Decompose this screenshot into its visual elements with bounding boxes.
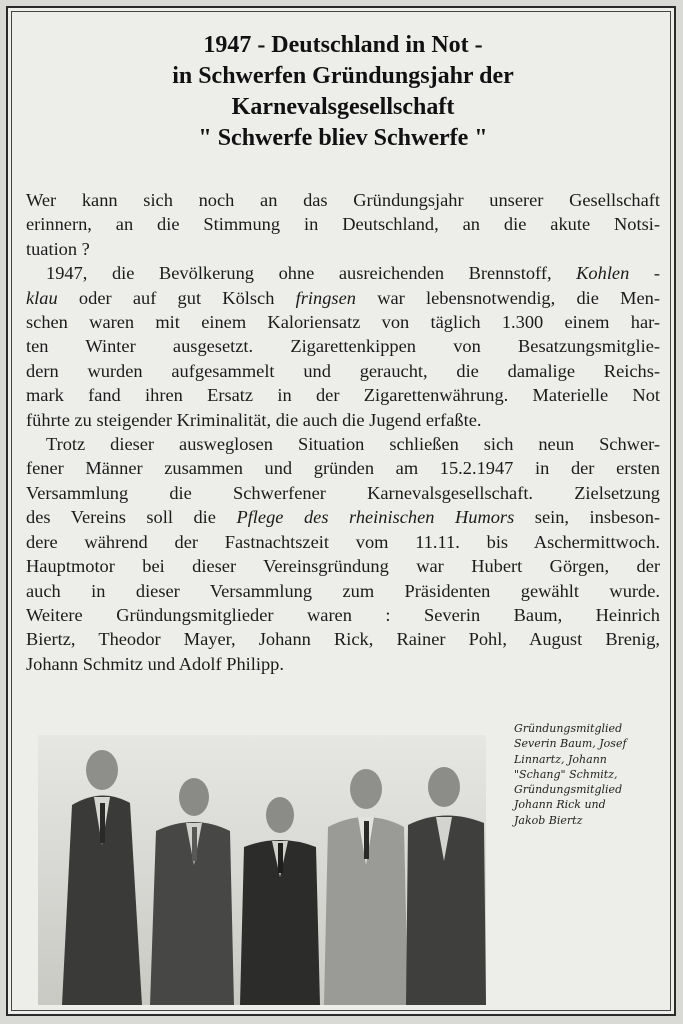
text-line: schen waren mit einem Kaloriensatz von täglich 1.300 einem har-	[26, 312, 660, 333]
text-run: oder auf gut Kölsch	[78, 287, 275, 308]
document-page	[6, 6, 676, 1016]
text-line: Wer kann sich noch an das Gründungsjahr unserer Gesellschaft	[26, 190, 660, 210]
text-line: Johann Schmitz und Adolf Philipp.	[26, 653, 284, 674]
italic-term-kohlenklau: Kohlen -	[576, 263, 660, 284]
text-run: des Vereins soll die	[26, 507, 216, 528]
text-line: Weitere Gründungsmitglieder waren : Severin Baum, Heinrich	[26, 604, 660, 625]
caption-line: Linnartz, Johann	[514, 752, 607, 766]
caption-line: Gründungsmitglied	[514, 783, 623, 797]
caption-line: Severin Baum, Josef	[514, 737, 627, 751]
paragraph-3	[26, 432, 660, 676]
caption-line: Jakob Biertz	[514, 813, 583, 827]
founding-members-photo	[38, 735, 486, 1005]
text-line: Trotz dieser ausweglosen Situation schließen sich neun Schwer-	[46, 434, 660, 455]
italic-term-klau: klau	[26, 287, 58, 308]
article-body	[26, 188, 660, 676]
caption-line: Gründungsmitglied	[514, 722, 623, 735]
text-line	[26, 505, 660, 529]
title-line-1: 1947 - Deutschland in Not -	[203, 32, 483, 58]
text-line: Hauptmotor bei dieser Vereinsgründung war Hubert Görgen, der	[26, 556, 660, 577]
text-run: sein, insbeson-	[534, 507, 661, 528]
italic-phrase-humor: Pflege des rheinischen Humors	[236, 507, 515, 528]
text-line	[26, 286, 660, 310]
text-run: war lebensnotwendig, die Men-	[377, 287, 661, 308]
text-line: mark fand ihren Ersatz in der Zigarettenwährung. Materielle Not	[26, 385, 660, 406]
photo-caption	[514, 721, 654, 828]
caption-line: Johann Rick und	[514, 798, 606, 812]
group-photo-illustration	[38, 735, 486, 1005]
text-line: dere während der Fastnachtszeit vom 11.11. bis Aschermittwoch.	[26, 531, 660, 552]
text-line: fener Männer zusammen und gründen am 15.2.1947 in der ersten	[26, 458, 660, 479]
paragraph-1	[26, 188, 660, 261]
title-line-2: in Schwerfen Gründungsjahr der	[172, 63, 514, 89]
italic-term-fringsen: fringsen	[295, 287, 356, 308]
text-line: tuation ?	[26, 238, 90, 259]
paragraph-2	[26, 261, 660, 432]
text-line: auch in dieser Versammlung zum Präsidenten gewählt wurde.	[26, 580, 660, 601]
text-line: dern wurden aufgesammelt und geraucht, die damalige Reichs-	[26, 360, 660, 381]
text-line: erinnern, an die Stimmung in Deutschland, an die akute Notsi-	[26, 214, 660, 235]
title-line-4: " Schwerfe bliev Schwerfe "	[198, 125, 488, 151]
text-line: führte zu steigender Kriminalität, die auch die Jugend erfaßte.	[26, 409, 482, 430]
title-line-3: Karnevalsgesellschaft	[231, 94, 455, 120]
text-line	[26, 261, 660, 285]
document-title	[28, 30, 658, 154]
text-line: Versammlung die Schwerfener Karnevalsgesellschaft. Zielsetzung	[26, 482, 660, 503]
text-line: ten Winter ausgesetzt. Zigarettenkippen von Besatzungsmitglie-	[26, 336, 660, 357]
text-line: Biertz, Theodor Mayer, Johann Rick, Rainer Pohl, August Brenig,	[26, 629, 660, 650]
caption-line: "Schang" Schmitz,	[514, 767, 618, 781]
text-run: 1947, die Bevölkerung ohne ausreichenden Brennstoff,	[46, 263, 552, 284]
